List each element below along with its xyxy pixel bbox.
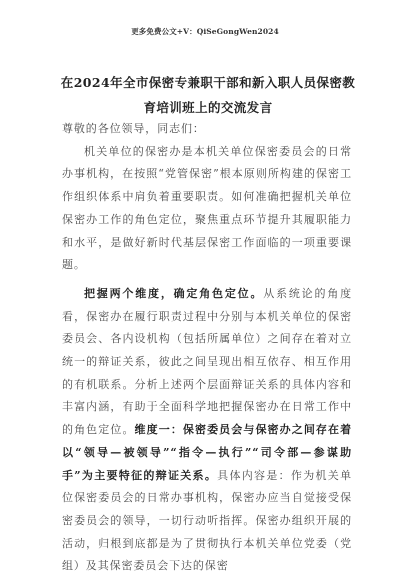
paragraph-2 xyxy=(62,283,352,578)
paragraph-2-text: 从系统论的角度看，保密办在履行职责过程中分别与本机关单位的保密委员会、各内设机构（包括所属单位）之间存在着对立统一的辩证关系，彼此之间呈现出相互依存、相互作用的有机联系。分析上述两个层面辩证关系的具体内容和丰富内涵，有助于全面科学地把握保密办在日常工作中的角色定位。 xyxy=(62,286,352,437)
section-heading: 把握两个维度，确定角色定位。 xyxy=(84,286,264,300)
dimension-one-heading: 维度一：保密委员会与保密办之间存在着以“领导—被领导”“指令—执行”“司令部—参谋助手”为主要特征的辩证关系。 xyxy=(62,423,352,482)
header-note: 更多免费公文+V：QiSeGongWen2024 xyxy=(131,27,279,36)
paragraph-1 xyxy=(62,141,352,277)
salutation: 尊敬的各位领导，同志们： xyxy=(62,122,205,135)
document-title: 在2024年全市保密专兼职干部和新入职人员保密教育培训班上的交流发言 xyxy=(60,75,356,115)
paragraph-2-tail: 具体内容是：作为机关单位保密委员会的日常办事机构，保密办应当自觉接受保密委员会的领导，一切行动听指挥。保密办组织开展的活动，归根到底都是为了贯彻执行本机关单位党委（党组）及其保密委员会下达的保密 xyxy=(62,468,352,573)
paragraph-1-text: 机关单位的保密办是本机关单位保密委员会的日常办事机构，在按照“党管保密”根本原则所构建的保密工作组织体系中肩负着重要职责。如何准确把握机关单位保密办工作的角色定位，聚焦重点环节提升其履职能力和水平，是做好新时代基层保密工作面临的一项重要课题。 xyxy=(62,144,352,272)
document-body xyxy=(62,118,352,578)
